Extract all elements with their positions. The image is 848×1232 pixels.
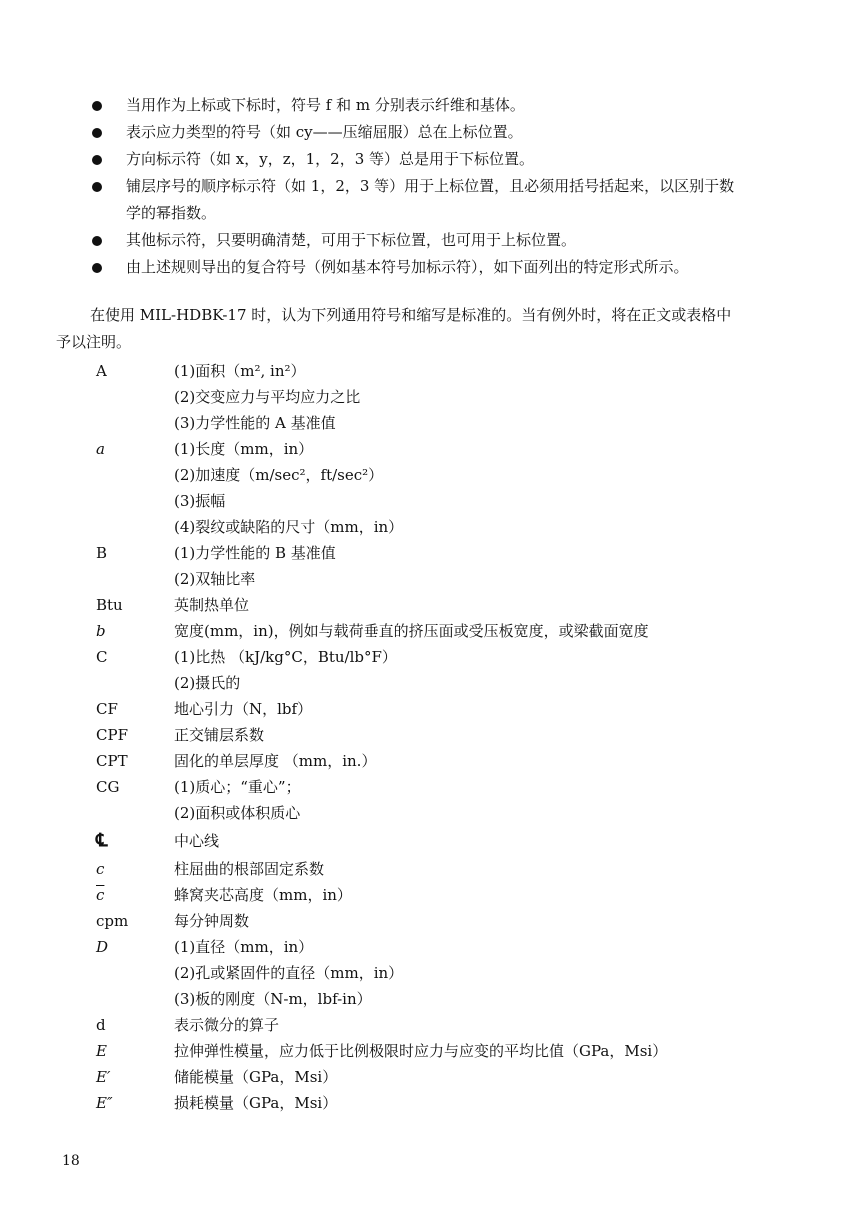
glossary-entry [96,1090,776,1116]
glossary-entry [96,908,776,934]
glossary-definition: (3)板的刚度（N-m，lbf-in） [174,990,372,1008]
glossary-definition: 柱屈曲的根部固定系数 [174,860,325,878]
intro-paragraph: 在使用 MIL-HDBK-17 时，认为下列通用符号和缩写是标准的。当有例外时，将在正文或表格中予以注明。 [56,306,732,351]
glossary-entry [96,618,776,644]
glossary-symbol: CPT [96,752,128,770]
glossary-definition: 损耗模量（GPa，Msi） [174,1094,338,1112]
bullet-dot-icon [92,128,102,138]
glossary-definition: (1)质心；“重心”； [174,778,301,796]
glossary-definition: (1)力学性能的 B 基准值 [174,544,336,562]
glossary-entry [96,1012,776,1038]
glossary-symbol: a [96,440,105,458]
glossary-entry [96,696,776,722]
glossary-symbol: E″ [96,1094,113,1112]
glossary-symbol: cpm [96,912,129,930]
glossary-definition: (4)裂纹或缺陷的尺寸（mm，in） [174,518,404,536]
glossary-symbol: CPF [96,726,128,744]
glossary-definition: (2)孔或紧固件的直径（mm，in） [174,964,404,982]
glossary-symbol: A [96,362,107,380]
glossary-definition: (1)直径（mm，in） [174,938,314,956]
glossary-symbol: B [96,544,108,562]
glossary-symbol: b [96,622,106,640]
glossary-entry [96,1064,776,1090]
glossary-definition: (2)加速度（m/sec²，ft/sec²） [174,466,384,484]
bullet-dot-icon [92,101,102,111]
glossary-symbol: E′ [96,1068,111,1086]
glossary-entry [96,748,776,774]
glossary-symbol: C [96,648,108,666]
bullet-dot-icon [92,155,102,165]
glossary-definition: 蜂窝夹芯高度（mm，in） [174,886,352,904]
glossary-definition: (2)交变应力与平均应力之比 [174,388,361,406]
glossary-definition: (2)双轴比率 [174,570,256,588]
glossary-definition: 宽度(mm，in)，例如与载荷垂直的挤压面或受压板宽度，或梁截面宽度 [174,622,649,640]
bullet-dot-icon [92,182,102,192]
bullet-list [88,92,748,281]
glossary-entry [96,644,776,670]
glossary-definition: (2)面积或体积质心 [174,804,301,822]
glossary-symbol: d [96,1016,106,1034]
glossary-definition: (1)长度（mm，in） [174,440,314,458]
bullet-item: 方向标示符（如 x，y，z，1，2，3 等）总是用于下标位置。 [88,146,748,173]
glossary-entry [96,882,776,908]
glossary-entry [96,774,776,800]
glossary-symbol: Btu [96,596,123,614]
glossary-definition: 地心引力（N，lbf） [174,700,313,718]
glossary-symbol: CG [96,778,120,796]
glossary-definition: (3)力学性能的 A 基准值 [174,414,336,432]
bullet-item: 由上述规则导出的复合符号（例如基本符号加标示符），如下面列出的特定形式所示。 [88,254,748,281]
bullet-item: 当用作为上标或下标时，符号 f 和 m 分别表示纤维和基体。 [88,92,748,119]
bullet-item: 其他标示符，只要明确清楚，可用于下标位置，也可用于上标位置。 [88,227,748,254]
glossary-entry [96,722,776,748]
glossary-entry [96,934,776,960]
page-number: 18 [62,1153,80,1169]
glossary-definition: 中心线 [174,832,220,850]
glossary-definition: 正交铺层系数 [174,726,265,744]
bullet-item: 铺层序号的顺序标示符（如 1，2，3 等）用于上标位置，且必须用括号括起来，以区别于数学的幂指数。 [88,173,748,227]
glossary-definition: 表示微分的算子 [174,1016,280,1034]
symbol-glossary [96,358,776,1116]
glossary-definition: 每分钟周数 [174,912,250,930]
glossary-entry [96,1038,776,1064]
glossary-entry [96,592,776,618]
glossary-entry [96,856,776,882]
glossary-definition: 固化的单层厚度 （mm，in.） [174,752,377,770]
glossary-definition: 储能模量（GPa，Msi） [174,1068,338,1086]
glossary-entry [96,436,776,462]
glossary-entry [96,540,776,566]
glossary-definition: 英制热单位 [174,596,250,614]
glossary-definition: (3)振幅 [174,492,226,510]
glossary-symbol: $\overline{c}$ [96,886,105,904]
glossary-definition: (1)面积（m², in²） [174,362,306,380]
glossary-definition: 拉伸弹性模量，应力低于比例极限时应力与应变的平均比值（GPa，Msi） [174,1042,668,1060]
glossary-entry [96,826,776,856]
glossary-definition: (1)比热 （kJ/kg°C，Btu/lb°F） [174,648,397,666]
glossary-entry [96,358,776,384]
glossary-symbol: CF [96,700,118,718]
centerline-symbol: ℄ [96,830,108,851]
bullet-dot-icon [92,263,102,273]
bullet-item: 表示应力类型的符号（如 cy——压缩屈服）总在上标位置。 [88,119,748,146]
glossary-symbol: D [96,938,109,956]
glossary-symbol: E [96,1042,107,1060]
glossary-definition: (2)摄氏的 [174,674,241,692]
glossary-symbol: c [96,860,105,878]
bullet-dot-icon [92,236,102,246]
